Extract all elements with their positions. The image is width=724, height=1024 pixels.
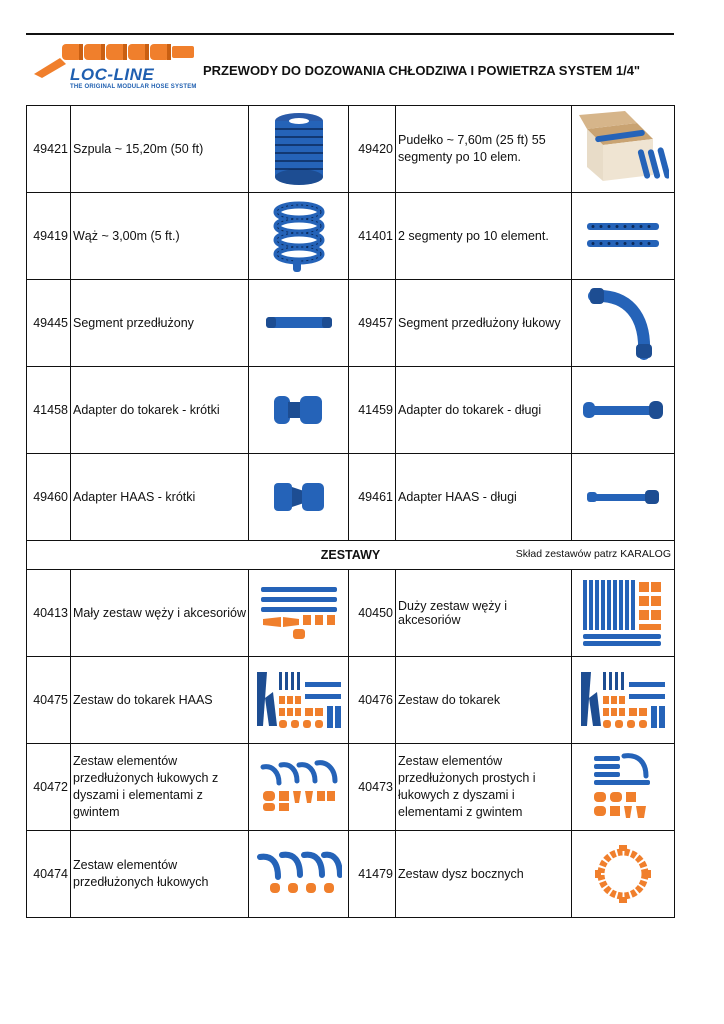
small-kit-icon xyxy=(249,570,349,657)
product-code: 49419 xyxy=(27,193,71,280)
product-code: 49461 xyxy=(349,454,396,541)
product-desc: Mały zestaw węży i akcesoriów xyxy=(71,570,249,657)
table-row xyxy=(27,454,675,541)
large-kit-icon xyxy=(572,570,675,657)
table-row xyxy=(27,106,675,193)
short-lathe-adapter-icon xyxy=(249,367,349,454)
product-desc: Pudełko ~ 7,60m (25 ft) 55 segmenty po 10 elem. xyxy=(396,106,572,193)
product-code: 40473 xyxy=(349,744,396,831)
lathe-kit-icon xyxy=(572,657,675,744)
product-desc: Zestaw dysz bocznych xyxy=(396,831,572,918)
table-row xyxy=(27,193,675,280)
table-row xyxy=(27,831,675,918)
product-code: 40413 xyxy=(27,570,71,657)
box-icon xyxy=(572,106,675,193)
elbow-nozzle-kit-icon xyxy=(249,744,349,831)
product-code: 41458 xyxy=(27,367,71,454)
side-nozzle-kit-icon xyxy=(572,831,675,918)
product-code: 40450 xyxy=(349,570,396,657)
coil-hose-icon xyxy=(249,193,349,280)
product-desc: Adapter HAAS - długi xyxy=(396,454,572,541)
elbow-segment-icon xyxy=(572,280,675,367)
product-code: 41401 xyxy=(349,193,396,280)
product-code: 49420 xyxy=(349,106,396,193)
product-code: 41459 xyxy=(349,367,396,454)
kits-header-row xyxy=(27,541,675,570)
top-rule xyxy=(26,33,674,35)
table-row xyxy=(27,367,675,454)
short-haas-adapter-icon xyxy=(249,454,349,541)
brand-tagline: THE ORIGINAL MODULAR HOSE SYSTEM xyxy=(70,84,197,90)
product-desc: Zestaw elementów przedłużonych prostych i łukowych z dyszami i elementami z gwintem xyxy=(396,744,572,831)
product-desc: Szpula ~ 15,20m (50 ft) xyxy=(71,106,249,193)
product-code: 40474 xyxy=(27,831,71,918)
product-desc: Duży zestaw węży i akcesoriów xyxy=(396,570,572,657)
product-desc: Wąż ~ 3,00m (5 ft.) xyxy=(71,193,249,280)
straight-elbow-kit-icon xyxy=(572,744,675,831)
product-code: 49421 xyxy=(27,106,71,193)
long-lathe-adapter-icon xyxy=(572,367,675,454)
product-code: 40475 xyxy=(27,657,71,744)
product-desc: Segment przedłużony xyxy=(71,280,249,367)
product-code: 41479 xyxy=(349,831,396,918)
kits-header xyxy=(27,541,675,570)
kits-title: ZESTAWY xyxy=(320,548,381,562)
brand-name: LOC-LINE xyxy=(70,65,155,84)
product-desc: Zestaw elementów przedłużonych łukowych xyxy=(71,831,249,918)
product-code: 40476 xyxy=(349,657,396,744)
page-title: PRZEWODY DO DOZOWANIA CHŁODZIWA I POWIETRZA SYSTEM 1/4" xyxy=(203,63,641,78)
spool-icon xyxy=(249,106,349,193)
table-row xyxy=(27,570,675,657)
elbow-kit-icon xyxy=(249,831,349,918)
product-desc: 2 segmenty po 10 element. xyxy=(396,193,572,280)
product-desc: Zestaw do tokarek xyxy=(396,657,572,744)
product-desc: Adapter do tokarek - krótki xyxy=(71,367,249,454)
haas-lathe-kit-icon xyxy=(249,657,349,744)
product-desc: Adapter HAAS - krótki xyxy=(71,454,249,541)
table-row xyxy=(27,280,675,367)
product-desc: Adapter do tokarek - długi xyxy=(396,367,572,454)
segments-icon xyxy=(572,193,675,280)
kits-note: Skład zestawów patrz KARALOG xyxy=(515,548,671,560)
extended-segment-icon xyxy=(249,280,349,367)
product-code: 49460 xyxy=(27,454,71,541)
product-desc: Zestaw elementów przedłużonych łukowych z dyszami i elementami z gwintem xyxy=(71,744,249,831)
product-desc: Segment przedłużony łukowy xyxy=(396,280,572,367)
long-haas-adapter-icon xyxy=(572,454,675,541)
product-desc: Zestaw do tokarek HAAS xyxy=(71,657,249,744)
product-code: 49445 xyxy=(27,280,71,367)
table-row xyxy=(27,657,675,744)
product-code: 49457 xyxy=(349,280,396,367)
product-table xyxy=(26,105,675,918)
product-code: 40472 xyxy=(27,744,71,831)
table-row xyxy=(27,744,675,831)
